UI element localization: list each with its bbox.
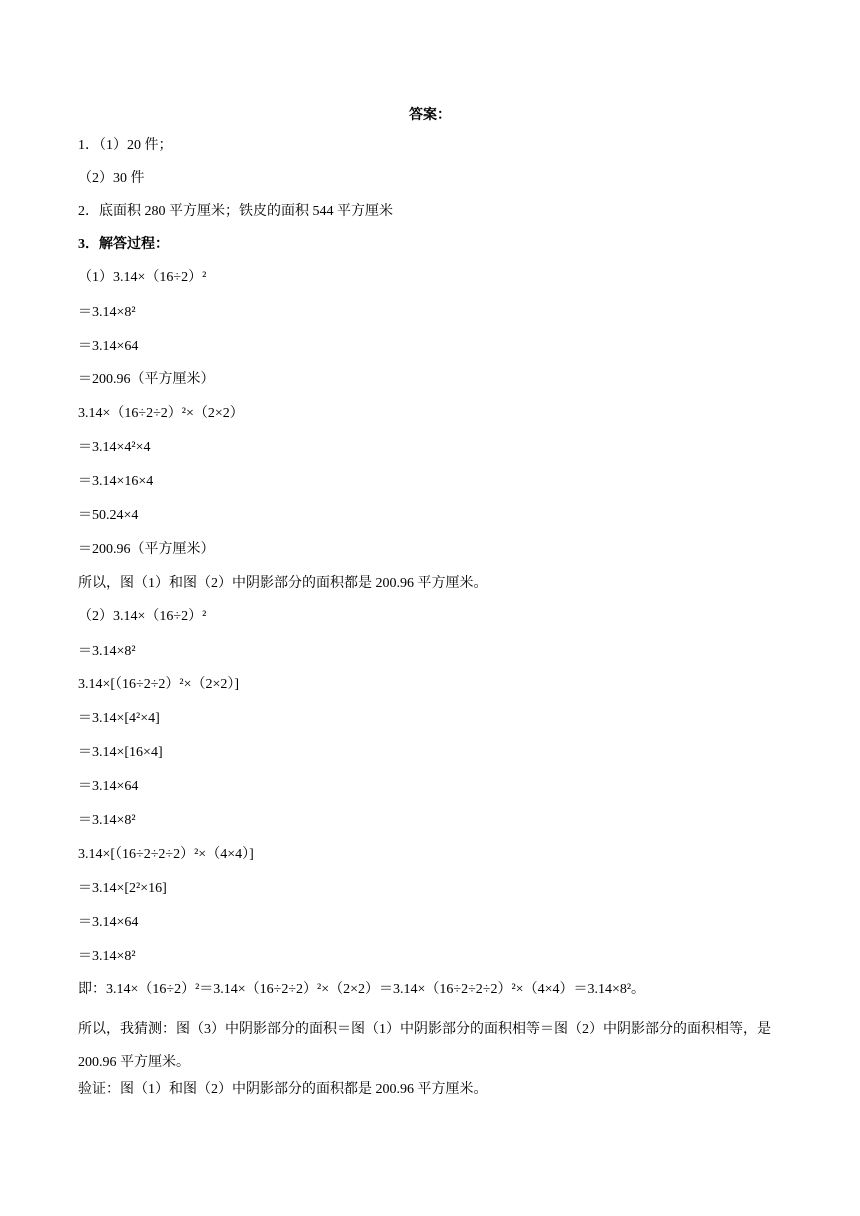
page-title: 答案：	[409, 108, 451, 123]
calc-line-2: ＝3.14×8²	[78, 305, 136, 320]
calc-line-11: ＝3.14×8²	[78, 644, 136, 659]
calc-line-3: ＝3.14×64	[78, 339, 139, 354]
calc-line-20: ＝3.14×8²	[78, 949, 136, 964]
calc-line-18: ＝3.14×[2²×16]	[78, 881, 167, 896]
answer-line-4: 3．解答过程：	[78, 237, 169, 252]
answer-line-3: 2．底面积 280 平方厘米；铁皮的面积 544 平方厘米	[78, 204, 393, 219]
calc-line-10: （2）3.14×（16÷2）²	[78, 609, 207, 624]
calc-line-19: ＝3.14×64	[78, 915, 139, 930]
answer-line-2: （2）30 件	[78, 171, 145, 186]
calc-line-16: ＝3.14×8²	[78, 813, 136, 828]
calc-line-14: ＝3.14×[16×4]	[78, 745, 163, 760]
answer-line-1: 1．（1）20 件；	[78, 138, 173, 153]
calc-line-4: ＝200.96（平方厘米）	[78, 372, 215, 387]
summary-line: 即：3.14×（16÷2）²＝3.14×（16÷2÷2）²×（2×2）＝3.14×（16÷2÷2÷2）²×（4×4）＝3.14×8²。	[78, 982, 646, 997]
calc-line-9: ＝200.96（平方厘米）	[78, 542, 215, 557]
calc-line-1: （1）3.14×（16÷2）²	[78, 270, 207, 285]
calc-line-5: 3.14×（16÷2÷2）²×（2×2）	[78, 406, 244, 421]
calc-line-6: ＝3.14×4²×4	[78, 440, 151, 455]
calc-line-17: 3.14×[（16÷2÷2÷2）²×（4×4）]	[78, 847, 254, 862]
conclusion-line-1: 所以，图（1）和图（2）中阴影部分的面积都是 200.96 平方厘米。	[78, 576, 488, 591]
calc-line-12: 3.14×[（16÷2÷2）²×（2×2）]	[78, 677, 240, 692]
calc-line-8: ＝50.24×4	[78, 508, 139, 523]
verify-line: 验证：图（1）和图（2）中阴影部分的面积都是 200.96 平方厘米。	[78, 1082, 488, 1097]
guess-line: 所以，我猜测：图（3）中阴影部分的面积＝图（1）中阴影部分的面积相等＝图（2）中阴影部分的面积相等，是 200.96 平方厘米。	[78, 1022, 771, 1070]
calc-line-13: ＝3.14×[4²×4]	[78, 711, 160, 726]
calc-line-15: ＝3.14×64	[78, 779, 139, 794]
calc-line-7: ＝3.14×16×4	[78, 474, 154, 489]
